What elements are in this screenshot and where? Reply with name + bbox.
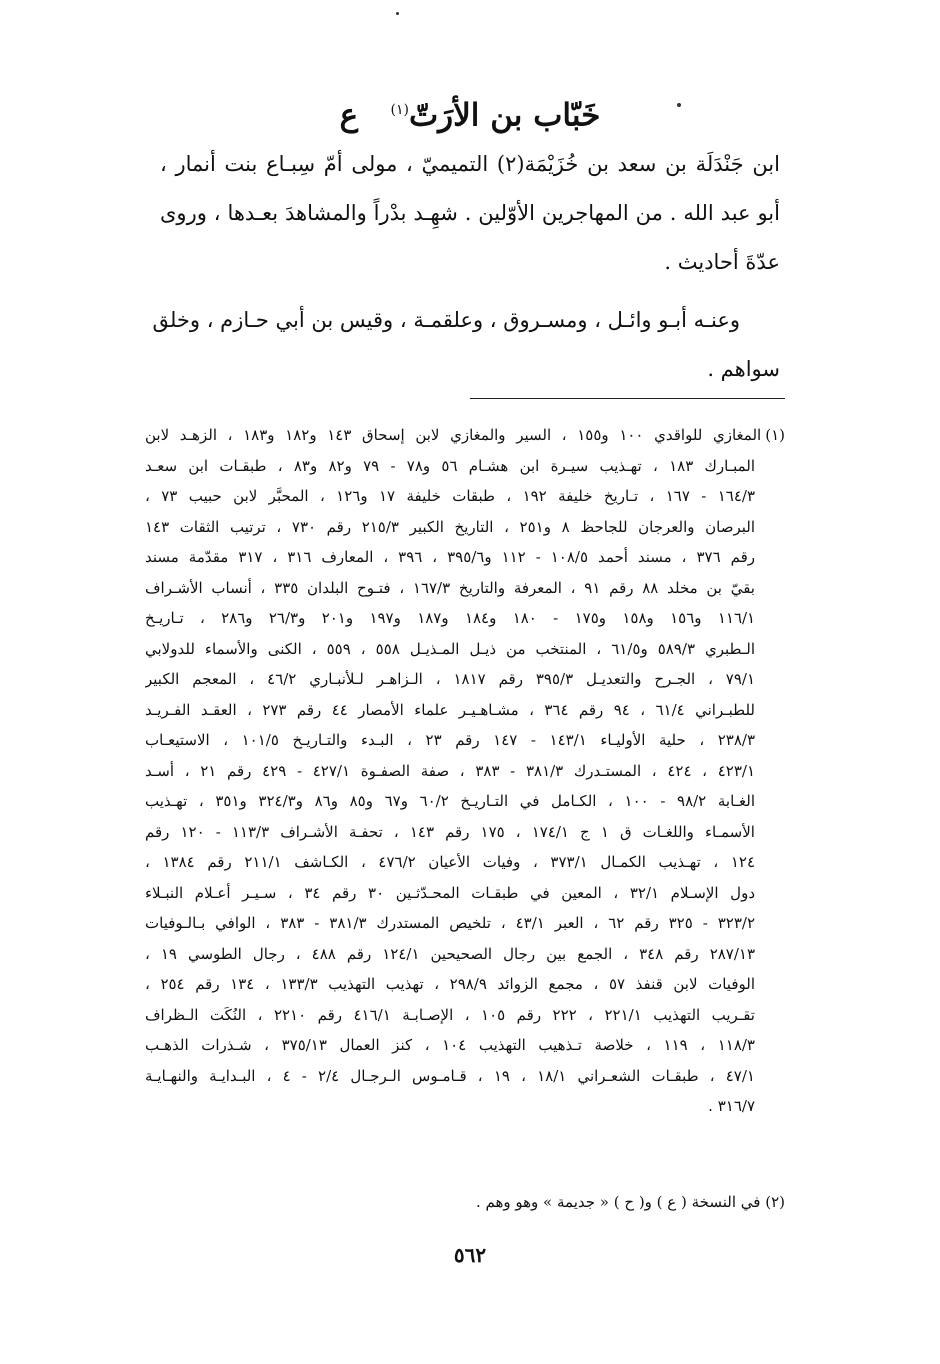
footnote-line: الغـابة ٩٨/٢ - ١٠٠ ، الكـامل في التـاريـخ ٦٠/٢ و٦٧ و٨٥ و٨٦ و٣٢٤/٣ و٣٥١ ، تهـذيب [145,792,756,810]
paragraph-line: سواهم . [707,357,780,381]
footnote-line: ١٦٤/٣ - ١٦٧ ، تـاريخ خليفة ١٩٢ ، طبقات خليفة ١٧ و١٢٦ ، المحبَّر لابن حبيب ٧٣ ، [145,487,755,505]
paragraph-line: ابن جَنْدَلَة بن سعد بن خُزَيْمَة(٢) التميميّ ، مولى أمّ سِبـاع بنت أنمار ، [160,152,780,176]
footnote-line: ٧٩/١ ، الجـرح والتعديـل ٣٩٥/٣ رقم ١٨١٧ ، الـزاهـر لـلأنبـاري ٤٦/٢ ، المعجم الكبير [145,670,756,688]
footnote-line: دول الإسـلام ٣٢/١ ، المعين في طبقـات المحـدّثـين ٣٠ رقم ٣٤ ، سـيـر أعـلام النبـلاء [145,883,756,902]
paragraph-line: وعنـه أبـو وائـل ، ومسـروق ، وعلقمـة ، وقيس بن أبي حـازم ، وخلق [152,308,740,332]
footnote-line: بقيّ بن مخلد ٨٨ رقم ٩١ ، المعرفة والتاريخ ١٦٧/٣ ، فتـوح البلدان ٣٣٥ ، أنساب الأشـراف [145,578,755,597]
title-symbol: ع [339,97,359,134]
footnote-line: (١)المغازي للواقدي ١٠٠ و١٥٥ ، السير والمغازي لابن إسحاق ١٤٣ و١٨٢ و١٨٣ ، الزهـد لابن [145,426,785,444]
footnote-number: (١) [765,426,785,444]
narrators-paragraph [152,296,780,394]
footnote-line: ٢٨٧/١٣ رقم ٣٤٨ ، الجمع بين رجال الصحيحين ١٢٤/١ رقم ٤٨٨ ، رجال الطوسي ١٩ ، [145,944,756,963]
page-number: ٥٦٢ [453,1243,487,1267]
footnote-line: البرصان والعرجان للجاحظ ٨ و٢٥١ ، التاريخ الكبير ٢١٥/٣ رقم ٧٣٠ ، ترتيب الثقات ١٤٣ [145,517,755,536]
footnote-line: ٣٢٣/٢ - ٣٢٥ رقم ٦٢ ، العبر ٤٣/١ ، تلخيص المستدرك ٣٨١/٣ - ٣٨٣ ، الوافي بـالـوفيات [145,914,755,932]
footnote-line: المبـارك ١٨٣ ، تهـذيب سيـرة ابن هشـام ٥٦ و٧٨ - ٧٩ و٨٢ و٨٣ ، طبقـات ابن سعـد [145,456,756,475]
footnote-line: ١٢٤ ، تهـذيب الكمـال ٣٧٣/١ ، وفيات الأعيان ٤٧٦/٢ ، الكـاشف ٢١١/١ رقم ١٣٨٤ ، [145,853,756,871]
footnote-2: (٢) في النسخة ( ع ) و( ح ) « جديمة » وهو وهم . [475,1193,785,1211]
footnote-line: ٢٣٨/٣ ، حلية الأوليـاء ١٤٣/١ - ١٤٧ رقم ٢٣ ، البـدء والتـاريـخ ١٠١/٥ ، الاستيعـاب [145,731,756,749]
biography-paragraph [160,140,780,287]
footnote-line: ١١٦/١ و١٥٦ و١٥٨ و١٧٥ - ١٨٠ و١٨٤ و١٨٧ و١٩٧ و٢٠١ و٢٦/٣ و٢٨٦ ، تـاريـخ [145,609,756,627]
paragraph-line: عدّةَ أحاديث . [664,250,780,274]
footnote-line: للطبـراني ٦١/٤ ، ٩٤ رقم ٣٦٤ ، مشـاهـيـر علماء الأمصار ٤٤ رقم ٢٧٣ ، العقـد الفـريـد [145,700,755,719]
footnote-line: الـطبري ٥٨٩/٣ و٦١/٥ ، المنتخب من ذيـل المـذيـل ٥٥٨ ، ٥٥٩ ، الكنى والأسماء للدولابي [145,639,755,658]
footnote-line: رقم ٣٧٦ ، مسند أحمد ١٠٨/٥ - ١١٢ و٣٩٥/٦ ، ٣٩٦ ، المعارف ٣١٦ ، ٣١٧ مقدّمة مسند [145,548,755,566]
footnote-line: الوفيات لابن قنفذ ٥٧ ، مجمع الزوائد ٢٩٨/٩ ، تهذيب التهذيب ١٣٣/٣ ، ١٣٤ رقم ٢٥٤ ، [145,975,755,993]
footnote-line: تقـريب التهذيب ٢٢١/١ ، ٢٢٢ رقم ١٠٥ ، الإصـابـة ٤١٦/١ رقم ٢٢١٠ ، النُكَت الـظراف [145,1005,755,1024]
footnote-line: ٤٢٣/١ ، ٤٢٤ ، المستـدرك ٣٨١/٣ - ٣٨٣ ، صفة الصفـوة ٤٢٧/١ - ٤٢٩ رقم ٢١ ، أسـد [145,761,755,780]
paragraph-line: أبو عبد الله . من المهاجرين الأوّلين . شهِـد بدْراً والمشاهدَ بعـدها ، وروى [160,201,780,225]
entry-title-text: خَبّاب بن الأرَتّ [408,97,601,134]
footnote-line: الأسمـاء واللغـات ق ١ ج ١٧٤/١ ، ١٧٥ رقم ١٤٣ ، تحفـة الأشـراف ١١٣/٣ - ١٢٠ رقم [145,822,755,841]
footnote-line: ٤٧/١ ، طبقـات الشعـراني ١٨/١ ، ١٩ ، قـامـوس الـرجـال ٢/٤ - ٤ ، البـدايـة والنهـايـة [145,1066,755,1085]
footnote-line: ٣١٦/٧ . [708,1097,755,1115]
footnote-1 [145,420,785,1122]
footnote-line: ١١٨/٣ ، ١١٩ ، خلاصة تـذهيب التهذيب ١٠٤ ، كنز العمال ٣٧٥/١٣ ، شـذرات الذهـب [145,1036,755,1054]
entry-title [0,88,940,137]
ink-speck [396,12,399,15]
footnote-divider [470,398,785,399]
title-footnote-marker: (١) [390,102,409,118]
